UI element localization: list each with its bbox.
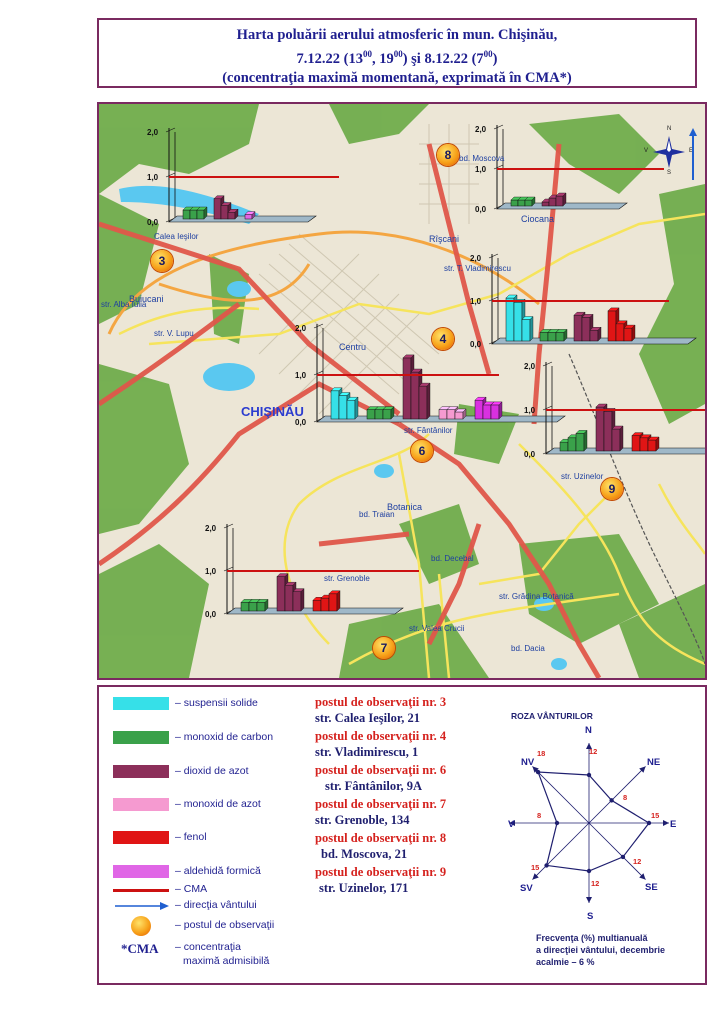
wind-rose-note-2: a direcţiei vântului, decembrie [536, 945, 666, 955]
street-uzinelor: str. Uzinelor [561, 472, 604, 481]
rose-arrow-icon [663, 820, 669, 826]
observation-post-6[interactable]: 6 [411, 440, 433, 462]
bar-8-1-2 [556, 196, 563, 206]
bar-9-2-2 [648, 440, 656, 451]
bar-7-1-2 [293, 592, 301, 611]
bar-3-0-0 [183, 210, 190, 219]
observation-post-9[interactable]: 9 [601, 478, 623, 500]
bar-4-0-2 [522, 320, 530, 342]
bar-3-1-0 [214, 199, 221, 219]
station-8-head: postul de observaţii nr. 8 [315, 831, 447, 845]
wind-arrow-icon [113, 899, 169, 912]
bar-side [632, 325, 635, 341]
chart-tick-label: 2,0 [475, 125, 487, 134]
bar-7-2-2 [329, 594, 337, 611]
bar-8-0-2 [525, 200, 532, 206]
street-traian: bd. Traian [359, 510, 395, 519]
bar-7-0-0 [241, 602, 249, 611]
bar-4-0-0 [506, 298, 514, 341]
rose-arrow-icon [586, 897, 592, 903]
bar-6-1-2 [383, 410, 391, 419]
bar-4-3-1 [616, 324, 624, 341]
bar-6-1-1 [375, 410, 383, 419]
bar-4-2-0 [574, 315, 582, 341]
station-4-address: str. Vladimirescu, 1 [315, 745, 419, 759]
legend-swatch [113, 865, 169, 878]
chart-tick-label: 0,0 [147, 218, 159, 227]
chart-tick-label: 0,0 [475, 205, 487, 214]
rose-value-n: 12 [589, 747, 598, 756]
rose-point-nv [536, 770, 540, 774]
bar-6-1-0 [367, 410, 375, 419]
street-moscova: bd. Moscova [459, 154, 505, 163]
wind-rose-title: ROZA VÂNTURILOR [511, 711, 593, 721]
rose-value-ne: 8 [623, 793, 628, 802]
bar-side [499, 402, 502, 419]
station-3-head: postul de observaţii nr. 3 [315, 695, 447, 709]
bar-8-1-0 [542, 202, 549, 206]
station-7-head: postul de observaţii nr. 7 [315, 797, 447, 811]
chart-tick-label: 1,0 [295, 371, 307, 380]
chart-tick-label: 1,0 [475, 165, 487, 174]
bar-4-1-0 [540, 332, 548, 341]
rose-dir-label-e: E [670, 819, 677, 830]
bar-6-0-2 [347, 400, 355, 419]
chart-tick-label: 0,0 [295, 418, 307, 427]
chart-tick-label: 1,0 [470, 297, 482, 306]
chart-tick-label: 2,0 [470, 254, 482, 263]
district-buiucani: Buiucani [129, 294, 164, 304]
rose-value-v: 8 [537, 811, 542, 820]
post-marker-icon [131, 916, 151, 936]
rose-value-sv: 15 [531, 863, 540, 872]
cma-abbrev: *CMA [121, 941, 159, 956]
bar-6-4-0 [475, 400, 483, 419]
chart-tick [489, 254, 498, 258]
bar-6-4-1 [483, 405, 491, 419]
forest-areas [99, 104, 705, 678]
street-grenoble: str. Grenoble [324, 574, 370, 583]
legend-swatch [113, 697, 169, 710]
bar-8-0-0 [511, 200, 518, 206]
title-line-3: (concentraţia maximă momentană, exprimată în CMA*) [222, 69, 572, 86]
rose-axis-se [589, 823, 646, 880]
bar-4-1-2 [556, 332, 564, 341]
bar-7-2-1 [321, 598, 329, 611]
station-4-head: postul de observaţii nr. 4 [315, 729, 447, 743]
rose-point-se [621, 855, 625, 859]
station-3-address: str. Calea Ieşilor, 21 [315, 711, 420, 725]
compass-v-label: V [644, 148, 649, 154]
bar-7-0-1 [249, 602, 257, 611]
rose-point-v [555, 821, 559, 825]
bar-9-1-1 [604, 411, 612, 451]
rose-value-nv: 18 [537, 749, 546, 758]
bar-4-2-1 [582, 317, 590, 341]
chart-tick-label: 2,0 [295, 324, 307, 333]
city-map[interactable] [97, 102, 707, 680]
chart-tick-label: 1,0 [147, 173, 159, 182]
rose-value-se: 12 [633, 857, 642, 866]
bar-side [427, 383, 430, 419]
station-8-address: bd. Moscova, 21 [321, 847, 408, 861]
bar-9-0-2 [576, 433, 584, 451]
bar-7-0-2 [257, 602, 265, 611]
rose-dir-label-sv: SV [520, 883, 533, 894]
wind-rose-note-3: acalmie – 6 % [536, 957, 595, 967]
bar-6-2-1 [411, 372, 419, 419]
legend-swatch [113, 831, 169, 844]
district-botanica: Botanica [387, 502, 423, 512]
bar-8-1-1 [549, 198, 556, 206]
bar-4-1-1 [548, 332, 556, 341]
rose-dir-label-n: N [585, 725, 592, 736]
bar-side [584, 430, 587, 451]
chart-tick-label: 0,0 [524, 450, 536, 459]
bar-6-3-1 [447, 410, 455, 419]
bar-4-2-2 [590, 330, 598, 341]
district-centru: Centru [339, 342, 367, 352]
title-line-1: Harta poluării aerului atmosferic în mun. Chişinău, [236, 27, 558, 43]
station-6-head: postul de observaţii nr. 6 [315, 763, 447, 777]
bar-side [530, 317, 533, 342]
bar-side [301, 589, 304, 611]
bar-9-1-0 [596, 407, 604, 451]
street-v-lupu: str. V. Lupu [154, 329, 194, 338]
bar-3-2-0 [245, 215, 252, 220]
bar-3-0-1 [190, 210, 197, 219]
street-decebal: bd. Decebal [431, 554, 474, 563]
chart-tick-label: 0,0 [470, 340, 482, 349]
chart-tick [543, 362, 552, 366]
bar-side [355, 397, 358, 419]
bar-4-3-2 [624, 328, 632, 341]
street-fantanilor: str. Fântânilor [404, 426, 453, 435]
observation-post-3[interactable]: 3 [151, 250, 173, 272]
street-dacia: bd. Dacia [511, 644, 545, 653]
legend-panel: – suspensii solide – monoxid de carbon – dioxid de azot – monoxid de azot – fenol – aldehidă formică – CMA – direcţia vântului – postul de observaţii *CMA – concentraţia maximă admisibilă postul de observaţii nr. 3 str. Calea Ieşilor, 21 postul de observaţii nr. 4 str. Vladimirescu, 1 postul de observaţii nr. 6 str. Fântânilor, 9A postul de observaţii nr. 7 str. Grenoble, 134 postul de observaţii nr. 8 bd. Moscova, 21 postul de observaţii nr. 9 str. Uzinelor, 171 ROZA VÂNTURILOR Frecvenţa (%) multianuală a direcţiei vântului, decembrie acalmie – 6 % N 12 NE 8 E 15 SE 12 S 12 SV 15 V 8 NV 18 [97, 685, 707, 985]
station-9-head: postul de observaţii nr. 9 [315, 865, 447, 879]
compass-s-label: S [667, 170, 672, 176]
title-line-2: 7.12.22 ($13^{00}$, $19^{00}$) şi 8.12.22 $(7^{00})$ [296, 49, 498, 67]
bar-9-0-1 [568, 438, 576, 451]
rose-point-s [587, 869, 591, 873]
observation-post-7[interactable]: 7 [373, 637, 395, 659]
district-ciocana: Ciocana [521, 214, 555, 224]
legend-swatch [113, 731, 169, 744]
street-vladimirescu: str. T. Vladimirescu [444, 264, 511, 273]
bar-7-1-1 [285, 585, 293, 611]
bar-6-2-2 [419, 386, 427, 419]
bar-6-0-0 [331, 391, 339, 419]
legend-swatch [113, 798, 169, 811]
legend-swatch [113, 765, 169, 778]
street-alba-iulia: str. Alba Iulia [101, 300, 147, 309]
rose-point-sv [544, 863, 548, 867]
rose-axis-ne [589, 766, 646, 823]
bar-9-2-0 [632, 436, 640, 451]
rose-point-e [647, 821, 651, 825]
bar-3-1-1 [221, 206, 228, 220]
rose-dir-label-nv: NV [521, 757, 535, 768]
observation-post-4[interactable]: 4 [432, 328, 454, 350]
bar-6-3-2 [455, 412, 463, 419]
chart-tick-label: 2,0 [147, 128, 159, 137]
wind-rose-note-1: Frecvenţa (%) multianuală [536, 933, 648, 943]
rose-axis-sv [532, 823, 589, 880]
rose-point-n [587, 773, 591, 777]
bar-8-0-1 [518, 200, 525, 206]
bar-9-0-0 [560, 442, 568, 451]
chart-tick [224, 524, 233, 528]
chart-tick-label: 0,0 [205, 610, 217, 619]
bar-3-0-2 [197, 210, 204, 219]
rose-value-e: 15 [651, 811, 660, 820]
street-gradina-botanica: str. Grădina Botanică [499, 592, 574, 601]
chart-tick-label: 1,0 [524, 406, 536, 415]
bar-6-3-0 [439, 410, 447, 419]
street-calea-iesilor: Calea Ieşilor [154, 232, 199, 241]
bar-6-4-2 [491, 405, 499, 419]
compass-n-label: N [667, 126, 672, 132]
street-valea-crucii: str. Valea Crucii [409, 624, 465, 633]
bar-9-2-1 [640, 438, 648, 451]
rose-point-ne [609, 798, 613, 802]
chart-tick-label: 2,0 [524, 362, 536, 371]
rose-dir-label-s: S [587, 911, 594, 922]
chart-tick-label: 2,0 [205, 524, 217, 533]
chart-tick [494, 125, 503, 129]
bar-side [620, 426, 623, 451]
bar-4-3-0 [608, 311, 616, 341]
station-9-address: str. Uzinelor, 171 [319, 881, 409, 895]
rose-dir-label-v: V [508, 819, 515, 830]
rose-value-s: 12 [591, 879, 600, 888]
bar-4-0-1 [514, 302, 522, 341]
compass-e-label: E [689, 148, 694, 154]
city-name-label: CHIŞINĂU [241, 404, 304, 419]
bar-7-1-0 [277, 577, 285, 611]
rose-dir-label-ne: NE [647, 757, 661, 768]
district-riscani: Rîşcani [429, 234, 460, 244]
wind-direction-arrow-icon [689, 128, 697, 182]
rose-dir-label-se: SE [645, 882, 658, 893]
map-canvas [99, 104, 705, 678]
station-7-address: str. Grenoble, 134 [315, 813, 410, 827]
bar-3-1-2 [228, 212, 235, 219]
bar-side [337, 591, 340, 611]
compass-icon [651, 134, 687, 170]
observation-post-8[interactable]: 8 [437, 144, 459, 166]
bar-7-2-0 [313, 600, 321, 611]
chart-tick-label: 1,0 [205, 567, 217, 576]
bar-6-0-1 [339, 396, 347, 420]
bar-9-1-2 [612, 429, 620, 451]
bar-6-2-0 [403, 358, 411, 419]
station-6-address: str. Fântânilor, 9A [325, 779, 423, 793]
map-title-box [97, 18, 697, 88]
cma-line-icon [113, 889, 169, 892]
